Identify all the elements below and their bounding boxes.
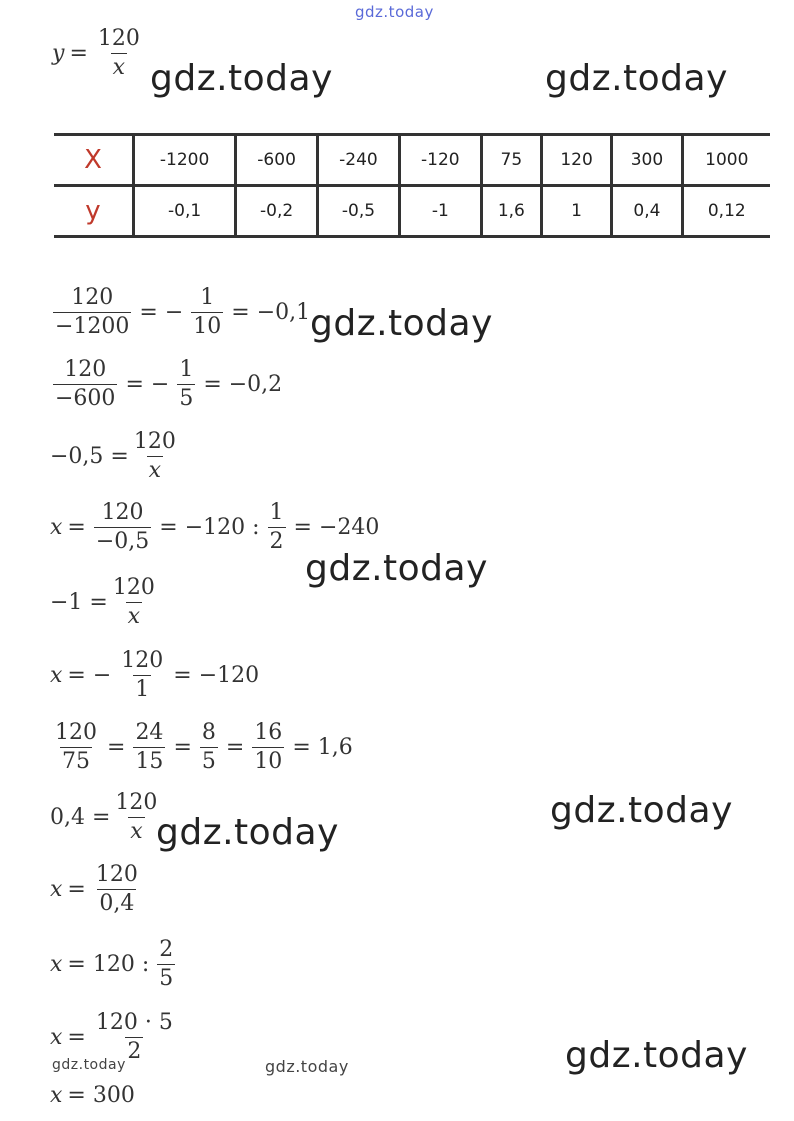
l6-den: 1 [135,677,150,702]
watermark-8: gdz.today [265,1057,349,1076]
table-cell: 1 [541,186,611,237]
l9-x: x [50,877,63,902]
l7-num1: 120 [55,720,97,745]
watermark-3: gdz.today [310,303,493,344]
l10-num: 2 [159,937,174,962]
l7-den2: 15 [135,749,164,774]
watermark-7: gdz.today [52,1057,126,1073]
l3-lhs: −0,5 = [50,444,129,469]
l5-den: x [127,604,141,629]
l2-result: = −0,2 [203,372,283,397]
watermark-5: gdz.today [156,812,339,853]
table-cell: -120 [399,135,481,186]
l11-eq: = [67,1025,86,1050]
watermark-top: gdz.today [355,3,434,21]
l4-x: x [50,515,63,540]
l2-num2: 1 [179,357,194,382]
table-header-y: y [54,186,134,237]
l1-den2: 10 [193,314,222,339]
l1-num: 120 [71,285,114,310]
l9-num: 120 [95,862,138,887]
l7-num4: 16 [254,720,283,745]
l12-x: x [50,1083,63,1108]
l4-num2: 1 [269,500,284,525]
l7-den3: 5 [201,749,216,774]
l7-eq3: = [225,735,245,760]
l7-eq2: = [173,735,192,760]
l8-den: x [130,819,143,844]
table-cell: 1,6 [481,186,541,237]
l3-num: 120 [133,429,176,454]
watermark-1: gdz.today [150,58,333,99]
table-cell: 120 [541,135,611,186]
l7-result: = 1,6 [292,735,353,760]
work-line-6 [50,648,264,703]
work-line-1 [50,285,315,340]
l1-result: = −0,1 [231,300,311,325]
l10-den: 5 [159,966,174,991]
table-cell: 0,4 [612,186,682,237]
l10-mid: = 120 : [67,952,150,977]
work-line-8 [50,790,162,845]
table-cell: -240 [318,135,400,186]
l11-x: x [50,1025,63,1050]
watermark-2: gdz.today [545,58,728,99]
l11-den: 2 [127,1039,142,1064]
l3-den: x [148,458,162,483]
l1-den: −1200 [55,314,130,339]
l4-eq: = [67,515,86,540]
work-line-3 [50,429,181,484]
formula-denominator: x [112,55,126,80]
l4-mid: = −120 : [159,515,260,540]
table-cell: 1000 [682,135,770,186]
work-line-7 [50,720,358,775]
watermark-4: gdz.today [305,548,488,589]
l7-den4: 10 [254,749,283,774]
function-formula [52,26,145,81]
table-row-x [54,135,770,186]
table-cell: -0,1 [134,186,236,237]
l6-result: = −120 [173,663,260,688]
table-header-x: X [54,135,134,186]
l7-den1: 75 [62,749,90,774]
l6-num: 120 [121,648,164,673]
l5-num: 120 [112,575,155,600]
table-cell: 75 [481,135,541,186]
l10-x: x [50,952,63,977]
values-table [54,133,770,238]
work-line-12 [50,1083,140,1108]
l1-num2: 1 [200,285,215,310]
table-cell: -1200 [134,135,236,186]
l7-num3: 8 [201,720,216,745]
l11-num: 120 · 5 [95,1010,173,1035]
table-row-y [54,186,770,237]
l2-den: −600 [55,386,116,411]
l2-eq: = − [125,372,170,397]
l4-den: −0,5 [95,529,150,554]
work-line-9 [50,862,143,917]
work-line-4 [50,500,384,555]
l2-num: 120 [64,357,107,382]
l8-num: 120 [115,790,158,815]
l5-lhs: −1 = [50,590,108,615]
watermark-6: gdz.today [550,790,733,831]
l4-num: 120 [101,500,144,525]
l7-eq1: = [107,735,126,760]
formula-eq: = [69,41,88,66]
l2-den2: 5 [179,386,194,411]
table-cell: -1 [399,186,481,237]
watermark-9: gdz.today [565,1035,748,1076]
formula-y: y [52,41,65,66]
l9-eq: = [67,877,86,902]
l6-eq: = − [67,663,112,688]
work-line-10 [50,937,178,992]
l8-lhs: 0,4 = [50,805,111,830]
l12-result: = 300 [67,1083,135,1108]
l4-result: = −240 [293,515,380,540]
table-cell: -600 [236,135,318,186]
formula-fraction [96,26,142,81]
work-line-5 [50,575,160,630]
table-cell: -0,2 [236,186,318,237]
table-cell: 0,12 [682,186,770,237]
l7-num2: 24 [135,720,164,745]
l4-den2: 2 [269,529,284,554]
table-cell: -0,5 [318,186,400,237]
work-line-2 [50,357,287,412]
l9-den: 0,4 [99,891,135,916]
l1-eq: = − [139,300,184,325]
formula-numerator: 120 [97,26,140,51]
l6-x: x [50,663,63,688]
table-cell: 300 [612,135,682,186]
